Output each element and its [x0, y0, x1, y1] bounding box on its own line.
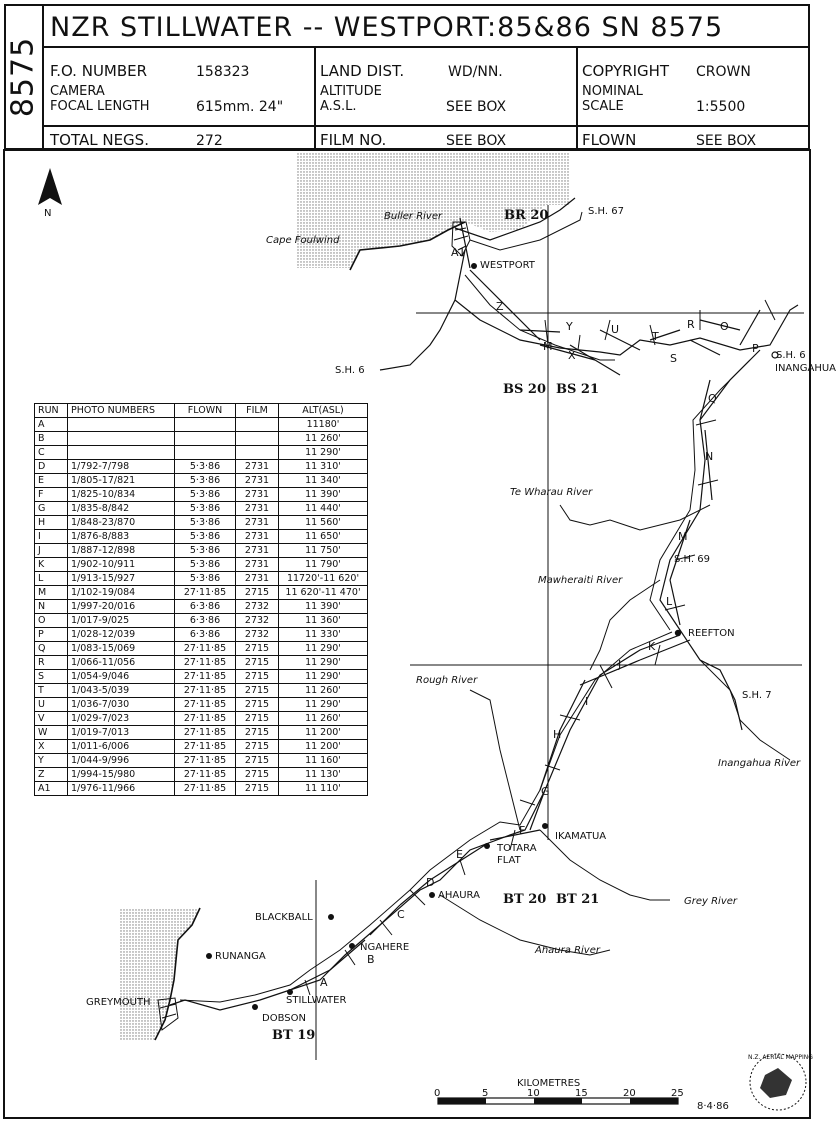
table-cell: 1/876-8/883 [68, 530, 175, 544]
table-cell: 11 340' [279, 474, 368, 488]
table-cell [68, 418, 175, 432]
total-negs: 272 [196, 133, 223, 149]
reefton-dot [675, 630, 681, 636]
place-ngahere: NGAHERE [360, 942, 410, 953]
table-cell: 11 290' [279, 698, 368, 712]
table-cell: 27·11·85 [175, 726, 236, 740]
place-ikamatua: IKAMATUA [555, 831, 607, 842]
run-label: I [585, 695, 589, 708]
run-label: M [543, 340, 553, 353]
grid-ref-bs21: BS 21 [556, 382, 599, 397]
map-date: 8·4·86 [697, 1101, 729, 1112]
table-row [35, 698, 368, 712]
table-cell: 1/019-7/013 [68, 726, 175, 740]
table-cell: 1/043-5/039 [68, 684, 175, 698]
table-cell: 2715 [236, 712, 279, 726]
table-row [35, 740, 368, 754]
road-sh69 [660, 350, 760, 730]
altitude: SEE BOX [446, 99, 507, 115]
table-cell: 1/054-9/046 [68, 670, 175, 684]
flown: SEE BOX [696, 133, 757, 149]
table-cell: 2715 [236, 670, 279, 684]
run-label: Q [708, 392, 717, 405]
table-cell: 1/083-15/069 [68, 642, 175, 656]
col-header: FILM [236, 404, 279, 418]
table-cell: 2731 [236, 572, 279, 586]
ahaura-dot [429, 892, 435, 898]
table-cell [236, 418, 279, 432]
table-row [35, 572, 368, 586]
flight-run-i [560, 680, 585, 730]
table-cell: Z [35, 768, 68, 782]
focal-length: 615mm. 24" [196, 99, 284, 115]
map-title: NZR STILLWATER -- WESTPORT:85&86 SN 8575 [50, 12, 724, 43]
scale-label: SCALE [582, 99, 624, 114]
table-cell: Q [35, 642, 68, 656]
table-cell [68, 446, 175, 460]
table-cell: L [35, 572, 68, 586]
place-ahaura: AHAURA [438, 890, 480, 901]
run-label: X [568, 349, 576, 362]
table-cell: T [35, 684, 68, 698]
ikamatua-dot [542, 823, 548, 829]
table-cell: 27·11·85 [175, 586, 236, 600]
table-cell: 6·3·86 [175, 600, 236, 614]
table-cell [175, 418, 236, 432]
table-cell: 27·11·85 [175, 684, 236, 698]
run-label: C [397, 908, 405, 921]
table-cell: 11180' [279, 418, 368, 432]
table-cell: 5·3·86 [175, 544, 236, 558]
grid-ref-bt21: BT 21 [556, 892, 600, 907]
table-row [35, 642, 368, 656]
table-cell: 1/036-7/030 [68, 698, 175, 712]
north-label: N [44, 208, 52, 219]
table-cell: 11 310' [279, 460, 368, 474]
scale-tick: 5 [482, 1088, 489, 1099]
table-cell: A1 [35, 782, 68, 796]
table-cell: 11 260' [279, 432, 368, 446]
fo-number: 158323 [196, 64, 250, 80]
ngahere-dot [349, 943, 355, 949]
table-cell: 1/835-8/842 [68, 502, 175, 516]
highway-sh7: S.H. 7 [742, 690, 772, 701]
altitude-label: ALTITUDE [320, 84, 382, 99]
run-label: J [618, 658, 622, 671]
table-cell: 2715 [236, 642, 279, 656]
table-cell: 11 200' [279, 726, 368, 740]
table-cell: 1/994-15/980 [68, 768, 175, 782]
table-cell: 27·11·85 [175, 642, 236, 656]
table-cell: P [35, 628, 68, 642]
table-row [35, 530, 368, 544]
place-inangahua: INANGAHUA [775, 363, 836, 374]
table-cell: 5·3·86 [175, 488, 236, 502]
table-cell: 11 790' [279, 558, 368, 572]
table-cell: B [35, 432, 68, 446]
table-cell: 11 130' [279, 768, 368, 782]
table-cell: 1/913-15/927 [68, 572, 175, 586]
flight-run-c [370, 905, 400, 935]
table-cell: 11 750' [279, 544, 368, 558]
table-cell: 27·11·85 [175, 698, 236, 712]
sea-greymouth [120, 908, 200, 1040]
highway-sh6-east: S.H. 6 [776, 350, 806, 361]
table-cell [236, 432, 279, 446]
nominal-label: NOMINAL [582, 84, 643, 99]
table-cell: 1/102-19/084 [68, 586, 175, 600]
run-table [34, 403, 368, 796]
table-header-row [35, 404, 368, 418]
table-row [35, 656, 368, 670]
north-arrow-icon [38, 168, 62, 205]
table-cell: 11 290' [279, 446, 368, 460]
table-cell: 2715 [236, 586, 279, 600]
table-cell: 2732 [236, 614, 279, 628]
table-cell: 6·3·86 [175, 614, 236, 628]
col-header: PHOTO NUMBERS [68, 404, 175, 418]
table-row [35, 628, 368, 642]
col-header: RUN [35, 404, 68, 418]
scale-tick: 25 [671, 1088, 684, 1099]
table-row [35, 432, 368, 446]
table-cell: J [35, 544, 68, 558]
col-header: FLOWN [175, 404, 236, 418]
table-cell: S [35, 670, 68, 684]
table-cell: 11 290' [279, 670, 368, 684]
table-cell: V [35, 712, 68, 726]
river-mawheraiti-label: Mawheraiti River [538, 575, 623, 586]
table-cell: 2715 [236, 768, 279, 782]
river-grey-label: Grey River [684, 896, 738, 907]
river-inangahua [650, 360, 750, 630]
highway-sh69: S.H. 69 [674, 554, 710, 565]
table-cell: 11 390' [279, 488, 368, 502]
table-cell [175, 432, 236, 446]
table-body [35, 418, 368, 796]
stamp-text: N.Z. AERIAL MAPPING [748, 1054, 813, 1061]
table-cell: 1/028-12/039 [68, 628, 175, 642]
table-cell: 1/887-12/898 [68, 544, 175, 558]
table-cell: C [35, 446, 68, 460]
grid-ref-bs20: BS 20 [503, 382, 546, 397]
dobson-dot [252, 1004, 258, 1010]
table-cell: 5·3·86 [175, 572, 236, 586]
table-cell: 27·11·85 [175, 768, 236, 782]
flight-run-z [470, 270, 540, 340]
table-cell: 11720'-11 620' [279, 572, 368, 586]
film-no: SEE BOX [446, 133, 507, 149]
place-blackball: BLACKBALL [255, 912, 313, 923]
table-cell: 1/825-10/834 [68, 488, 175, 502]
run-label: E [456, 848, 463, 861]
table-cell: 27·11·85 [175, 712, 236, 726]
table-cell: 1/976-11/966 [68, 782, 175, 796]
table-cell: Y [35, 754, 68, 768]
run-label: Y [566, 320, 573, 333]
river-inangahua-label: Inangahua River [718, 758, 801, 769]
table-cell: 2731 [236, 460, 279, 474]
river-ahaura-label: Ahaura River [535, 945, 600, 956]
stamp-nz-icon [760, 1068, 792, 1098]
road-sh6-east [455, 300, 798, 355]
run-label: T [652, 330, 659, 343]
run-label: D [426, 876, 435, 889]
place-dobson: DOBSON [262, 1013, 306, 1024]
grid-ref-bt20: BT 20 [503, 892, 547, 907]
table-cell: 6·3·86 [175, 628, 236, 642]
table-cell: 5·3·86 [175, 558, 236, 572]
focal-length-label: FOCAL LENGTH [50, 99, 150, 114]
table-cell: 27·11·85 [175, 782, 236, 796]
table-cell: 11 200' [279, 740, 368, 754]
run-label: S [670, 352, 677, 365]
table-cell: 27·11·85 [175, 740, 236, 754]
table-row [35, 726, 368, 740]
runanga-dot [206, 953, 212, 959]
flight-run-p [740, 310, 760, 345]
river-rough-label: Rough River [416, 675, 478, 686]
place-greymouth: GREYMOUTH [86, 997, 151, 1008]
film-no-label: FILM NO. [320, 131, 387, 149]
table-cell: F [35, 488, 68, 502]
river-inangahua-south [700, 660, 790, 760]
table-cell: 1/029-7/023 [68, 712, 175, 726]
table-cell: U [35, 698, 68, 712]
run-label: B [367, 953, 375, 966]
table-cell: 2732 [236, 600, 279, 614]
table-cell: 1/902-10/911 [68, 558, 175, 572]
table-cell: N [35, 600, 68, 614]
run-label: U [611, 323, 620, 336]
table-cell: 11 360' [279, 614, 368, 628]
table-row [35, 460, 368, 474]
run-label: O [720, 320, 729, 333]
flight-run-m [670, 520, 690, 580]
fo-number-label: F.O. NUMBER [50, 62, 148, 80]
table-cell: 5·3·86 [175, 516, 236, 530]
table-row [35, 670, 368, 684]
run-label: K [648, 640, 656, 653]
table-cell: 1/066-11/056 [68, 656, 175, 670]
table-cell: 2732 [236, 628, 279, 642]
table-row [35, 586, 368, 600]
table-cell: 11 160' [279, 754, 368, 768]
table-row [35, 782, 368, 796]
table-cell: G [35, 502, 68, 516]
table-row [35, 614, 368, 628]
table-cell: 1/997-20/016 [68, 600, 175, 614]
table-cell: 5·3·86 [175, 474, 236, 488]
table-cell: M [35, 586, 68, 600]
table-row [35, 418, 368, 432]
table-cell: 11 260' [279, 684, 368, 698]
scale-tick: 10 [527, 1088, 540, 1099]
table-cell: 27·11·85 [175, 754, 236, 768]
table-cell: 11 390' [279, 600, 368, 614]
table-cell: 2715 [236, 726, 279, 740]
table-row [35, 502, 368, 516]
table-cell: 2715 [236, 698, 279, 712]
place-totara-flat: TOTARA FLAT [497, 843, 537, 866]
scale-tick: 0 [434, 1088, 441, 1099]
table-cell: R [35, 656, 68, 670]
table-cell: 11 290' [279, 656, 368, 670]
place-stillwater: STILLWATER [286, 995, 347, 1006]
table-cell: 11 440' [279, 502, 368, 516]
table-cell: 11 260' [279, 712, 368, 726]
table-cell: 2731 [236, 516, 279, 530]
table-cell: 11 330' [279, 628, 368, 642]
table-row [35, 488, 368, 502]
grid-ref-br20: BR 20 [504, 208, 549, 223]
cape-foulwind-label: Cape Foulwind [266, 235, 340, 246]
table-cell: 2715 [236, 782, 279, 796]
place-reefton: REEFTON [688, 628, 735, 639]
table-cell: 11 650' [279, 530, 368, 544]
table-cell: D [35, 460, 68, 474]
river-buller-label: Buller River [384, 211, 443, 222]
table-row [35, 684, 368, 698]
table-cell: I [35, 530, 68, 544]
copyright: CROWN [696, 64, 751, 80]
table-cell: E [35, 474, 68, 488]
table-cell [68, 432, 175, 446]
run-label: L [666, 595, 673, 608]
col-header: ALT(ASL) [279, 404, 368, 418]
sortie-code: 8575 [5, 36, 41, 118]
table-row [35, 768, 368, 782]
table-cell: 2715 [236, 656, 279, 670]
place-westport: WESTPORT [480, 260, 535, 271]
table-cell [175, 446, 236, 460]
table-cell: 2731 [236, 530, 279, 544]
table-cell: 2715 [236, 740, 279, 754]
scale-tick: 20 [623, 1088, 636, 1099]
table-cell: H [35, 516, 68, 530]
table-cell: X [35, 740, 68, 754]
land-dist-label: LAND DIST. [320, 62, 405, 80]
table-cell: 11 620'-11 470' [279, 586, 368, 600]
table-cell: K [35, 558, 68, 572]
scale-tick: 15 [575, 1088, 588, 1099]
table-row [35, 712, 368, 726]
table-cell: 1/792-7/798 [68, 460, 175, 474]
table-cell: 1/044-9/996 [68, 754, 175, 768]
camera-label: CAMERA [50, 84, 105, 99]
table-cell: 1/017-9/025 [68, 614, 175, 628]
asl-label: A.S.L. [320, 99, 357, 114]
table-cell: 5·3·86 [175, 502, 236, 516]
place-runanga: RUNANGA [215, 951, 266, 962]
grid-ref-bt19: BT 19 [272, 1028, 316, 1043]
flight-run-u [600, 330, 640, 350]
table-cell: 2731 [236, 502, 279, 516]
flight-run-y [520, 330, 560, 332]
table-cell: 1/805-17/821 [68, 474, 175, 488]
run-label: R [687, 318, 695, 331]
run-label: F [519, 824, 526, 837]
westport-dot [471, 263, 477, 269]
table-cell: 11 110' [279, 782, 368, 796]
run-label: Z [496, 300, 504, 313]
run-label: G [541, 785, 550, 798]
totara-flat-dot [484, 843, 490, 849]
table-cell: 1/011-6/006 [68, 740, 175, 754]
table-cell: 5·3·86 [175, 460, 236, 474]
table-row [35, 474, 368, 488]
table-row [35, 754, 368, 768]
run-label: N [705, 450, 714, 463]
river-rough [470, 690, 520, 830]
table-cell: 2731 [236, 558, 279, 572]
table-row [35, 600, 368, 614]
blackball-dot [328, 914, 334, 920]
highway-sh6-west: S.H. 6 [335, 365, 365, 376]
flight-run-j [580, 660, 640, 685]
run-label: A1 [451, 246, 466, 259]
table-cell: 2715 [236, 684, 279, 698]
flown-label: FLOWN [582, 131, 637, 149]
run-label: P [752, 342, 759, 355]
table-cell: 2715 [236, 754, 279, 768]
table-cell: 27·11·85 [175, 670, 236, 684]
table-cell: 27·11·85 [175, 656, 236, 670]
road-sh6-west [380, 250, 465, 370]
table-row [35, 446, 368, 460]
highway-sh67: S.H. 67 [588, 206, 624, 217]
run-label: H [553, 728, 562, 741]
table-cell: 11 290' [279, 642, 368, 656]
total-negs-label: TOTAL NEGS. [50, 131, 149, 149]
copyright-label: COPYRIGHT [582, 62, 670, 80]
table-cell: 2731 [236, 474, 279, 488]
river-te-wharau-label: Te Wharau River [510, 487, 593, 498]
table-cell: 11 560' [279, 516, 368, 530]
table-cell: 2731 [236, 488, 279, 502]
table-row [35, 558, 368, 572]
table-row [35, 544, 368, 558]
table-cell: W [35, 726, 68, 740]
run-label: M [678, 530, 688, 543]
table-cell [236, 446, 279, 460]
run-label: A [320, 976, 328, 989]
table-cell: A [35, 418, 68, 432]
scale-bar-label: KILOMETRES [517, 1078, 581, 1089]
flight-run-n [705, 430, 712, 500]
table-cell: O [35, 614, 68, 628]
table-cell: 5·3·86 [175, 530, 236, 544]
land-dist: WD/NN. [448, 64, 503, 80]
table-cell: 2731 [236, 544, 279, 558]
scale: 1:5500 [696, 99, 746, 115]
table-cell: 1/848-23/870 [68, 516, 175, 530]
table-row [35, 516, 368, 530]
